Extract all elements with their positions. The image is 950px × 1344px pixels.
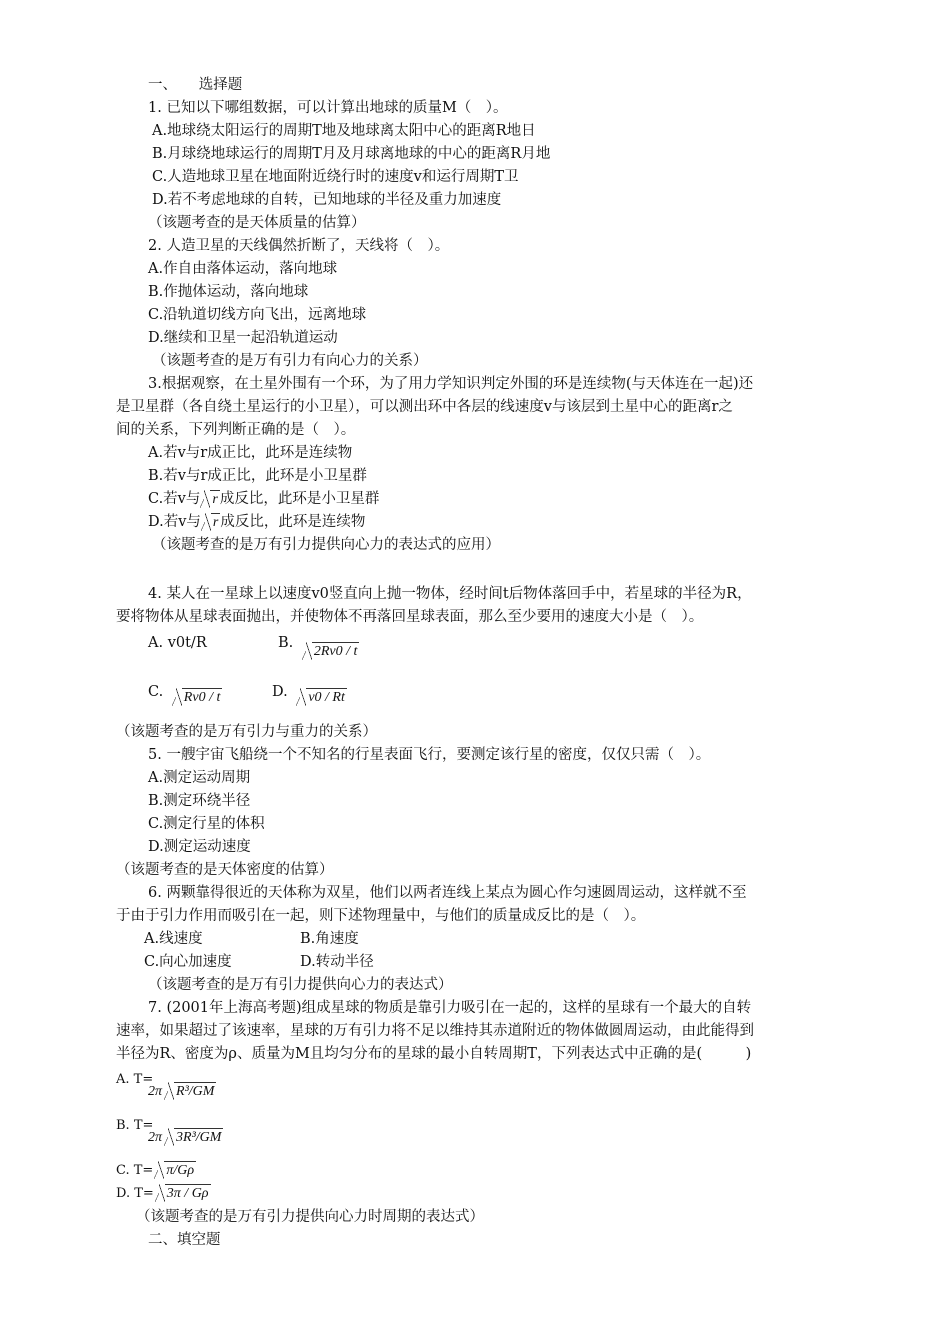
section-heading-choice: 一、 选择题 [148,77,243,93]
question-3-option-c [148,488,379,511]
option-label: B. T= [116,1118,154,1133]
sqrt-formula: v0 / Rt [296,686,347,709]
question-2-stem: 2. 人造卫星的天线偶然折断了，天线将（ ）。 [148,238,450,254]
question-3-stem-line-1: 3.根据观察，在土星外围有一个环，为了用力学知识判定外围的环是连续物(与天体连在一起)还 [148,376,754,392]
question-7-option-a-formula: 2π R³/GM [148,1080,216,1103]
sqrt-r-formula: r [201,511,220,534]
question-2-option-a: A.作自由落体运动，落向地球 [148,261,338,277]
question-3-stem-line-3: 间的关系，下列判断正确的是（ ）。 [116,422,356,438]
question-7-stem-line-1: 7. (2001年上海高考题)组成星球的物质是靠引力吸引在一起的，这样的星球有一个最大的自转 [148,1000,752,1016]
option-label: A. T= [116,1072,154,1087]
question-3-stem-line-2: 是卫星群（各自绕土星运行的小卫星），可以测出环中各层的线速度v与该层到土星中心的距离r之 [116,399,733,415]
question-2-option-b: B.作抛体运动，落向地球 [148,284,309,300]
question-2-note: （该题考查的是万有引力有向心力的关系） [152,353,428,369]
sqrt-r-formula: r [200,488,219,511]
option-label: D. [272,684,288,700]
question-7-option-d [116,1182,211,1205]
option-d-suffix: 成反比，此环是连续物 [220,514,366,530]
question-7-option-b-formula: 2π 3R³/GM [148,1126,223,1149]
question-5-option-a: A.测定运动周期 [148,770,251,786]
question-4-option-a: A. v0t/R [148,635,207,651]
option-d-prefix: D.若v与 [148,514,201,530]
question-6-note: （该题考查的是万有引力提供向心力的表达式） [148,977,453,993]
question-5-note: （该题考查的是天体密度的估算） [116,862,334,878]
sqrt-formula: Rv0 / t [172,686,223,709]
question-4-option-d [272,681,347,704]
question-6-stem-line-1: 6. 两颗靠得很近的天体称为双星，他们以两者连线上某点为圆心作匀速圆周运动，这样就不至 [148,885,747,901]
question-6-option-b: B.角速度 [300,931,359,947]
question-1-option-a: A.地球绕太阳运行的周期T地及地球离太阳中心的距离R地日 [152,123,536,139]
question-2-option-d: D.继续和卫星一起沿轨道运动 [148,330,338,346]
question-3-option-d [148,511,365,534]
question-4-note: （该题考查的是万有引力与重力的关系） [116,724,377,740]
question-3-option-b: B.若v与r成正比，此环是小卫星群 [148,468,367,484]
section-heading-fill-blank: 二、填空题 [148,1232,221,1248]
question-7-option-c [116,1159,196,1182]
sqrt-formula: 2Rv0 / t [302,640,360,663]
question-5-option-d: D.测定运动速度 [148,839,251,855]
option-label: D. T= [116,1186,154,1201]
question-3-note: （该题考查的是万有引力提供向心力的表达式的应用） [152,537,500,553]
question-1-option-c: C.人造地球卫星在地面附近绕行时的速度v和运行周期T卫 [152,169,519,185]
question-7-note: （该题考查的是万有引力提供向心力时周期的表达式） [136,1209,484,1225]
option-label: C. [148,684,164,700]
question-4-stem-line-2: 要将物体从星球表面抛出，并使物体不再落回星球表面，那么至少要用的速度大小是（ ）。 [116,609,704,625]
question-4-stem-line-1: 4. 某人在一星球上以速度v0竖直向上抛一物体，经时间t后物体落回手中，若星球的半径为R， [148,586,752,602]
question-2-option-c: C.沿轨道切线方向飞出，远离地球 [148,307,367,323]
question-6-option-d: D.转动半径 [300,954,374,970]
question-7-stem-line-3: 半径为R、密度为ρ、质量为M且均匀分布的星球的最小自转周期T，下列表达式中正确的是( ) [116,1046,752,1062]
option-label: C. T= [116,1163,154,1178]
question-1-note: （该题考查的是天体质量的估算） [148,215,366,231]
sqrt-formula: R³/GM [164,1080,216,1103]
option-c-suffix: 成反比，此环是小卫星群 [219,491,380,507]
question-6-stem-line-2: 于由于引力作用而吸引在一起，则下述物理量中，与他们的质量成反比的是（ ）。 [116,908,646,924]
sqrt-formula: π/Gρ [154,1159,196,1182]
question-5-option-c: C.测定行星的体积 [148,816,265,832]
question-3-option-a: A.若v与r成正比，此环是连续物 [148,445,353,461]
question-4-option-b [278,632,359,659]
question-5-option-b: B.测定环绕半径 [148,793,251,809]
sqrt-formula: 3π / Gρ [155,1182,211,1205]
question-6-option-a: A.线速度 [144,931,203,947]
question-7-stem-line-2: 速率，如果超过了该速率，星球的万有引力将不足以维持其赤道附近的物体做圆周运动，由此能得到 [116,1023,754,1039]
question-1-option-b: B.月球绕地球运行的周期T月及月球离地球的中心的距离R月地 [152,146,551,162]
question-1-stem: 1. 已知以下哪组数据，可以计算出地球的质量M（ ）。 [148,100,508,116]
option-label: B. [278,635,294,651]
question-4-option-c [148,681,222,704]
question-1-option-d: D.若不考虑地球的自转，已知地球的半径及重力加速度 [152,192,502,208]
question-6-option-c: C.向心加速度 [144,954,232,970]
sqrt-formula: 3R³/GM [164,1126,223,1149]
option-c-prefix: C.若v与 [148,491,201,507]
question-5-stem: 5. 一艘宇宙飞船绕一个不知名的行星表面飞行，要测定该行星的密度，仅仅只需（ ）。 [148,747,711,763]
